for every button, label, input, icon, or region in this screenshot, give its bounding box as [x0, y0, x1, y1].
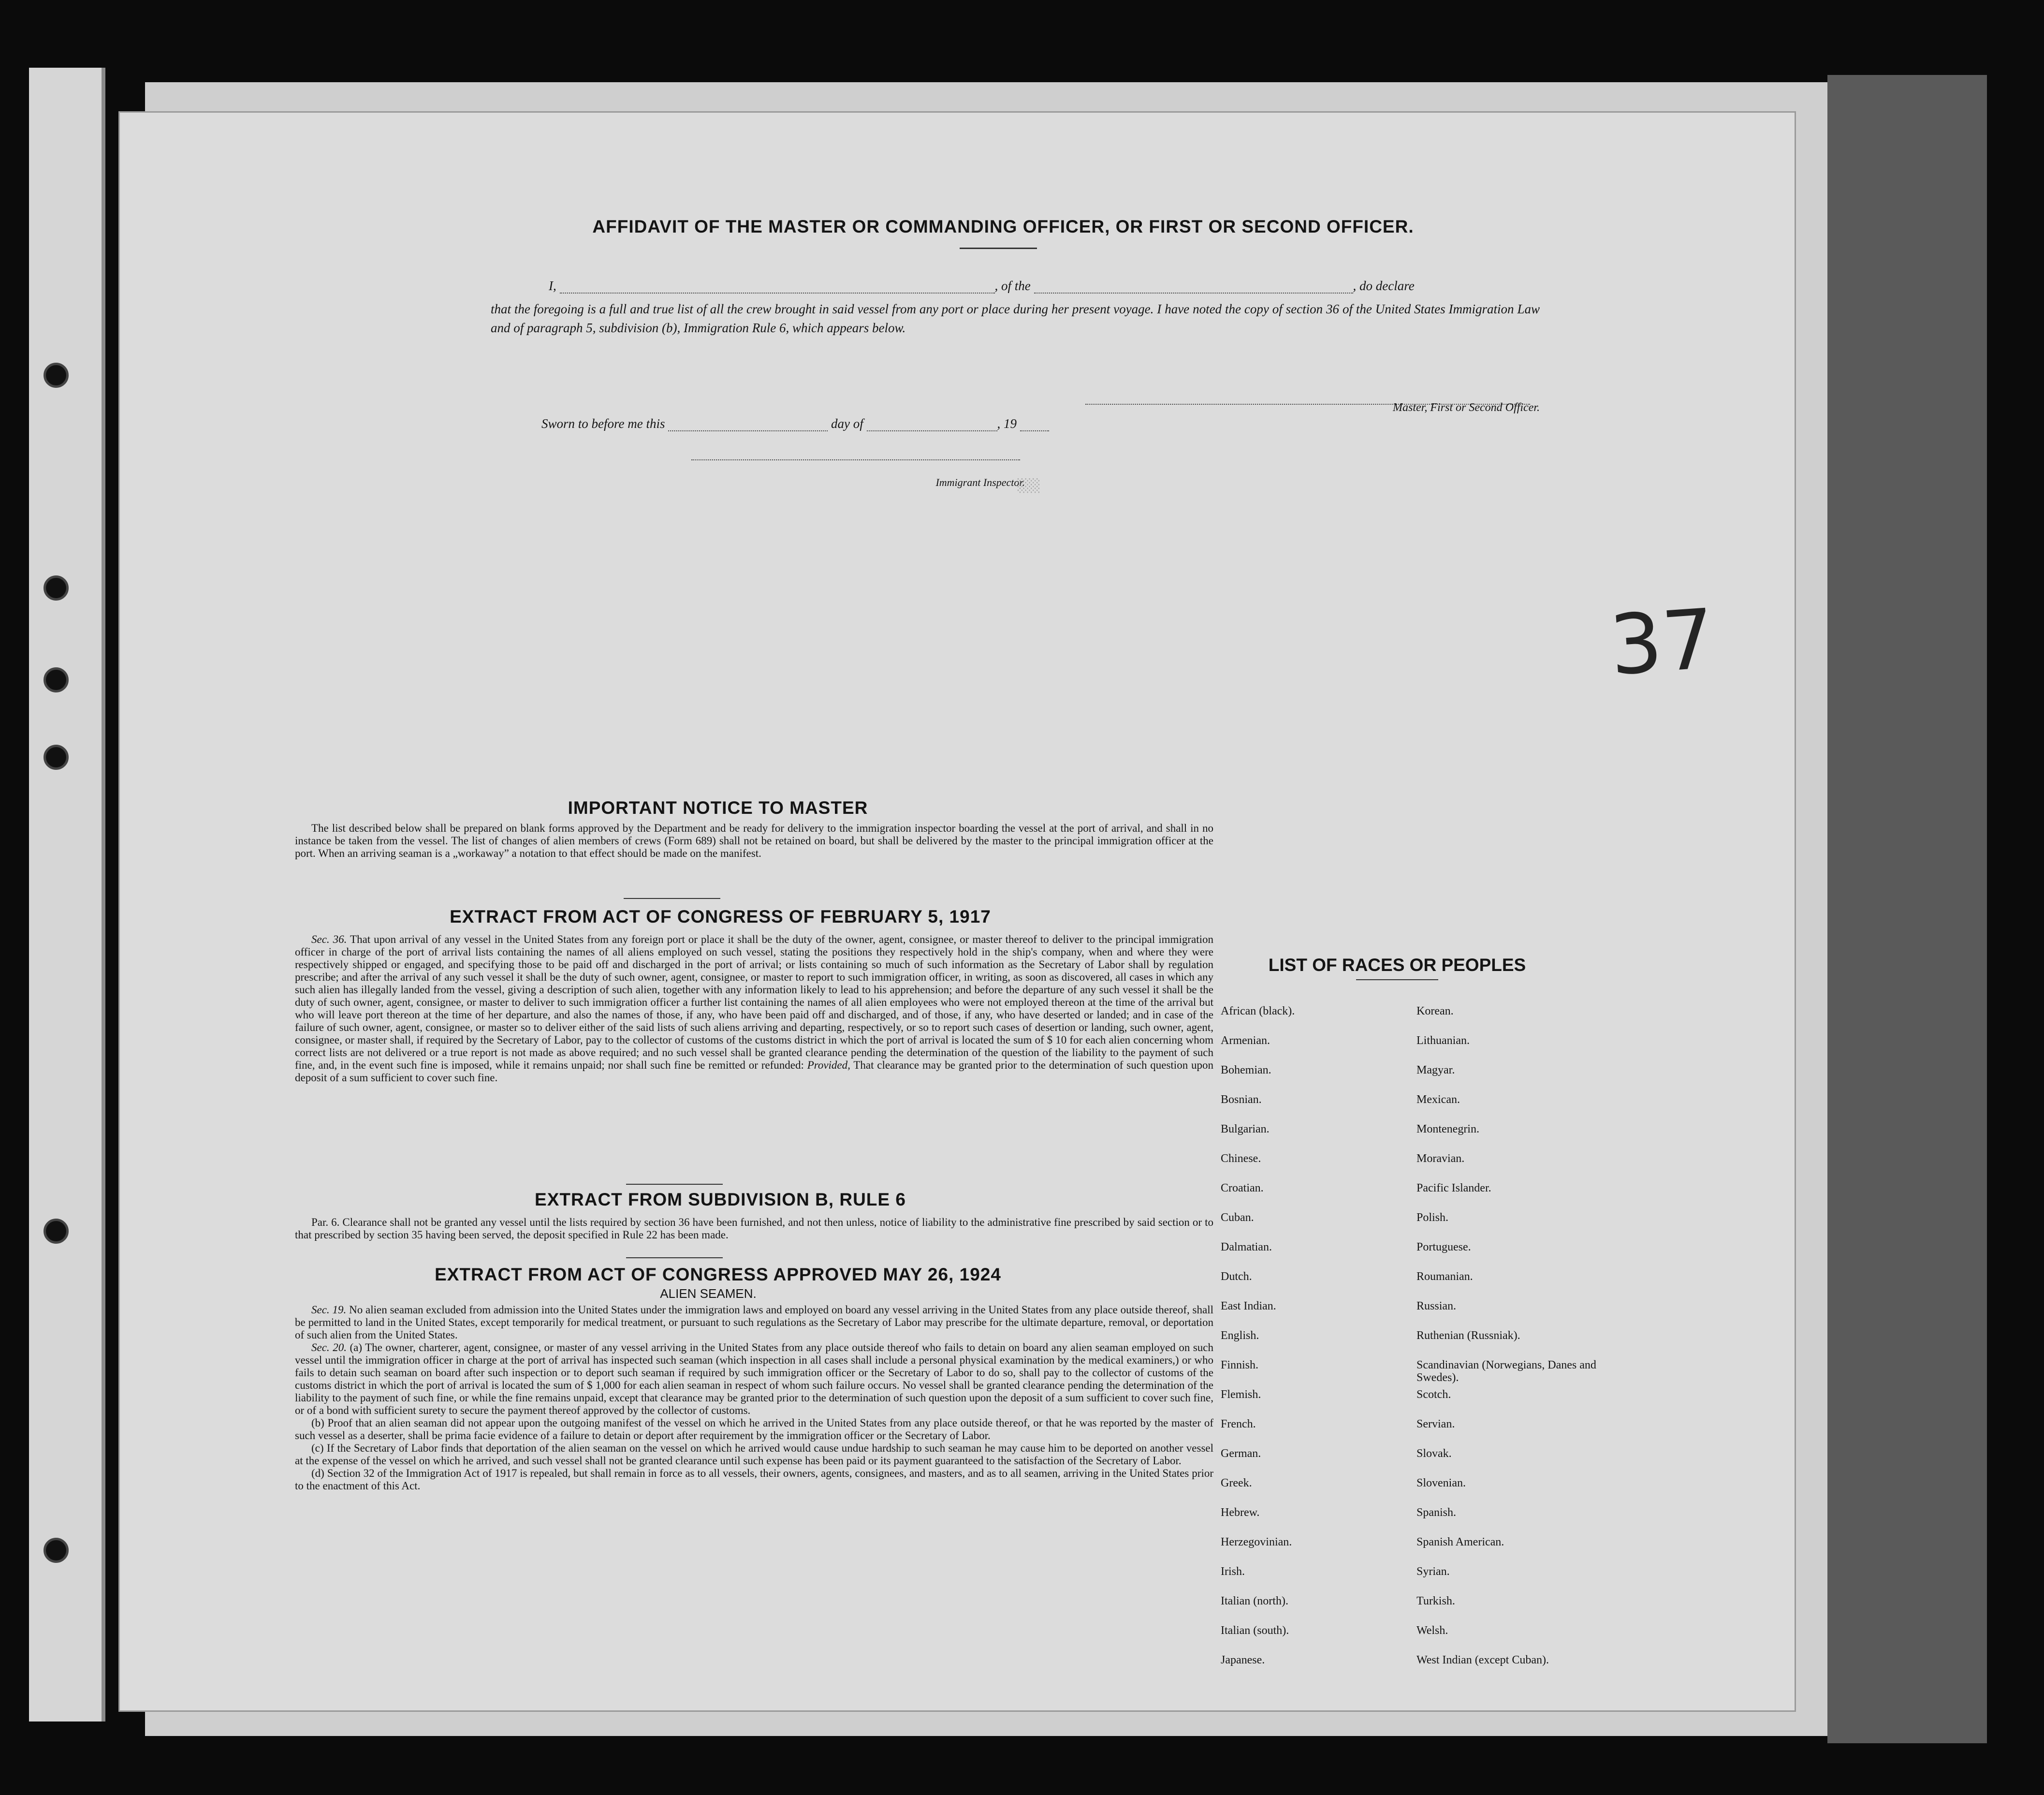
binder-hole	[44, 1538, 69, 1563]
divider	[960, 248, 1037, 249]
handwritten-sheet-number: 37	[1606, 591, 1718, 694]
affidavit-declaration-line	[549, 278, 1540, 294]
race-item: Bulgarian.	[1221, 1123, 1270, 1135]
race-item: Polish.	[1416, 1211, 1449, 1224]
race-item: West Indian (except Cuban).	[1416, 1654, 1549, 1666]
race-item: Turkish.	[1416, 1595, 1455, 1607]
ledger-spine	[1827, 75, 1987, 1743]
day-blank	[668, 416, 828, 431]
notice-title: IMPORTANT NOTICE TO MASTER	[568, 798, 868, 818]
bleed-through-text: ░░░	[1018, 479, 1040, 493]
race-item: Croatian.	[1221, 1182, 1264, 1194]
race-item: Herzegovinian.	[1221, 1536, 1292, 1548]
race-item: Bohemian.	[1221, 1064, 1271, 1076]
rule-6-text: Par. 6. Clearance shall not be granted any vessel until the lists required by section 36 have been furnished, and not then unless, notice of liability to the administrative fine prescribed by said section or to that prescribed by section 35 having been served, the deposit specified in Rule 22 has been made.	[295, 1216, 1213, 1241]
year-blank	[1020, 416, 1049, 431]
binder-hole	[44, 667, 69, 692]
binder-hole	[44, 363, 69, 388]
divider	[1356, 979, 1438, 980]
race-item: Scotch.	[1416, 1388, 1451, 1401]
divider	[626, 1257, 723, 1258]
race-item: Mexican.	[1416, 1093, 1460, 1106]
race-item: Chinese.	[1221, 1152, 1261, 1165]
race-item: Greek.	[1221, 1477, 1252, 1489]
race-item: Magyar.	[1416, 1064, 1455, 1076]
race-item: Hebrew.	[1221, 1506, 1260, 1519]
divider	[624, 898, 720, 899]
manifest-page	[118, 111, 1796, 1712]
act-1917-paragraph	[295, 933, 1213, 1084]
sec-19-text: No alien seaman excluded from admission into the United States under the immigration laws and employed on board any vessel arriving in the United States from any place outside thereof, shall be permitted to land in the United States, except temporarily for medical treatment, or pursuant to such regulations as the Secretary of Labor may prescribe for the ultimate departure, removal, or deportation of such alien from the United States.	[295, 1304, 1214, 1341]
race-item: African (black).	[1221, 1005, 1295, 1017]
race-item: Korean.	[1416, 1005, 1454, 1017]
race-item: Armenian.	[1221, 1034, 1270, 1047]
race-item: English.	[1221, 1329, 1259, 1342]
race-item: Russian.	[1416, 1300, 1457, 1312]
race-item: Spanish.	[1416, 1506, 1457, 1519]
race-item: Syrian.	[1416, 1565, 1450, 1578]
race-item: Bosnian.	[1221, 1093, 1262, 1106]
race-item: Ruthenian (Russniak).	[1416, 1329, 1520, 1342]
race-item: Italian (south).	[1221, 1624, 1289, 1637]
act-1924-subtitle: ALIEN SEAMEN.	[660, 1286, 757, 1301]
affidavit-of-the: , of the	[994, 279, 1031, 293]
race-item: Montenegrin.	[1416, 1123, 1479, 1135]
affidavit-body: that the foregoing is a full and true list of all the crew brought in said vessel from any port or place during her present voyage. I have noted the copy of section 36 of the United States Immigration Law and of paragraph 5, subdivision (b), Immigration Rule 6, which appears below.	[491, 302, 1540, 335]
race-item: Japanese.	[1221, 1654, 1265, 1666]
binder-hole	[44, 575, 69, 601]
act-1917-title: EXTRACT FROM ACT OF CONGRESS OF FEBRUARY 5, 1917	[450, 907, 991, 927]
name-blank	[560, 278, 995, 294]
binder-hole	[44, 745, 69, 770]
race-item: Servian.	[1416, 1418, 1455, 1430]
signature-label: Master, First or Second Officer.	[1393, 401, 1540, 414]
race-item: Italian (north).	[1221, 1595, 1288, 1607]
sec-20a-text: (a) The owner, charterer, agent, consignee, or master of any vessel arriving in the United States from any place outside thereof who fails to detain on board any alien seaman employed on such vessel until the immigration officer in charge at the port of arrival has inspected such seaman (which inspection in all cases shall include a personal physical examination by the medical examiners,) or who fails to detain such seaman on board after such inspection or to deport such seaman if required by such immigration officer or the Secretary of Labor to do so, shall pay to the collector of customs of the customs district in which the port of arrival is located the sum of $ 1,000 for each alien seaman in respect of whom such failure occurs. No vessel shall be granted clearance pending the determination of the liability to the payment of such fine, or while the fine remains unpaid, except that clearance may be granted prior to the determination of such question upon the deposit of a sum sufficient to cover such fine, or of a bond with sufficient surety to secure the payment thereof approved by the collector of customs.	[295, 1341, 1214, 1416]
race-item: Slovak.	[1416, 1447, 1452, 1460]
race-item: Irish.	[1221, 1565, 1245, 1578]
race-item: Roumanian.	[1416, 1270, 1473, 1283]
race-item: Pacific Islander.	[1416, 1182, 1491, 1194]
race-item: Cuban.	[1221, 1211, 1254, 1224]
race-item: Portuguese.	[1416, 1241, 1471, 1253]
provided-text: That clearance may be granted prior to the determination of such question upon deposit of a sum sufficient to cover such fine.	[295, 1059, 1214, 1084]
provided-label: Provided,	[807, 1059, 850, 1071]
races-title: LIST OF RACES OR PEOPLES	[1268, 955, 1526, 975]
notice-paragraph	[295, 822, 1213, 860]
race-item: Slovenian.	[1416, 1477, 1466, 1489]
vessel-blank	[1034, 278, 1353, 294]
act-1924-paragraphs	[295, 1304, 1213, 1492]
act-1924-title: EXTRACT FROM ACT OF CONGRESS APPROVED MAY 26, 1924	[435, 1265, 1001, 1284]
race-item: Lithuanian.	[1416, 1034, 1470, 1047]
sworn-text: Sworn to before me this	[541, 416, 665, 431]
divider	[626, 1184, 723, 1185]
race-item: Flemish.	[1221, 1388, 1261, 1401]
race-item: East Indian.	[1221, 1300, 1276, 1312]
binder-hole	[44, 1219, 69, 1244]
rule-6-title: EXTRACT FROM SUBDIVISION B, RULE 6	[535, 1190, 906, 1209]
sec-36-text: That upon arrival of any vessel in the United States from any foreign port or place it shall be the duty of the owner, agent, consignee, or master thereof to deliver to the principal immigration officer in charge of the port of arrival lists containing the names of all aliens employed on such vessel, stating the positions they respectively hold in the ship's company, when and where they were respectively shipped or engaged, and specifying those to be paid off and discharged in the port of arrival; or lists containing so much of such information as the Secretary of Labor shall by regulation prescribe; and after the arrival of any such vessel it shall be the duty of such owner, agent, consignee, or master to report to such immigration officer, in writing, as soon as discovered, all cases in which any such alien has illegally landed from the vessel, giving a description of such alien, together with any information likely to lead to his apprehension; and before the departure of any such vessel it shall be the duty of such owner, agent, consignee, or master to deliver to such immigration officer a further list containing the names of all alien employees who were not employed thereon at the time of the arrival but who will leave port thereon at the time of her departure, and also the names of those, if any, who have been paid off and discharged, and of those, if any, who have deserted or landed; and in case of the failure of such owner, agent, consignee, or master so to deliver either of the said lists of such aliens arriving and departing, respectively, or so to report such cases of desertion or landing, such owner, agent, consignee, or master shall, if required by the Secretary of Labor, pay to the collector of customs of the customs district in which the port of arrival is located the sum of $ 10 for each alien concerning whom correct lists are not delivered or a true report is not made as above required; and no such vessel shall be granted clearance pending the determination of the question of the liability to the payment of such fine, and, in the event such fine is imposed, while it remains unpaid; nor shall such fine be remitted or refunded:	[295, 933, 1213, 1071]
sec-20-label: Sec. 20.	[311, 1341, 347, 1354]
sworn-year: , 19	[997, 416, 1017, 431]
sworn-line	[541, 416, 1267, 431]
affidavit-title: AFFIDAVIT OF THE MASTER OR COMMANDING OFFICER, OR FIRST OR SECOND OFFICER.	[592, 217, 1414, 236]
race-item: Welsh.	[1416, 1624, 1448, 1637]
sworn-day: day of	[831, 416, 863, 431]
inspector-blank	[691, 445, 1020, 460]
race-item: Spanish American.	[1416, 1536, 1504, 1548]
affidavit-declare: , do declare	[1353, 279, 1415, 293]
race-item: Dalmatian.	[1221, 1241, 1272, 1253]
race-item: Dutch.	[1221, 1270, 1252, 1283]
month-blank	[867, 416, 997, 431]
race-item: Scandinavian (Norwegians, Danes and Swedes).	[1416, 1359, 1596, 1384]
binder-strip	[29, 68, 105, 1721]
rule-6-paragraph	[295, 1216, 1213, 1241]
affidavit-i: I,	[549, 279, 556, 293]
sec-20b-text: (b) Proof that an alien seaman did not appear upon the outgoing manifest of the vessel on which he arrived in the United States from any place outside thereof, or that he was reported by the master of such vessel as a deserter, shall be prima facie evidence of a failure to detain or deport after requirement by the immigration officer or the Secretary of Labor.	[295, 1417, 1213, 1442]
sec-20d-text: (d) Section 32 of the Immigration Act of 1917 is repealed, but shall remain in force as to all vessels, their owners, agents, consignees, and masters, and as to all seamen, arriving in the United States prior to the enactment of this Act.	[295, 1467, 1213, 1492]
sec-19-label: Sec. 19.	[311, 1304, 347, 1316]
notice-text: The list described below shall be prepared on blank forms approved by the Department and be ready for delivery to the immigration inspector boarding the vessel at the port of arrival, and shall in no instance be taken from the vessel. The list of changes of alien members of crews (Form 689) shall not be retained on board, but shall be delivered by the master to the principal immigration officer at the port. When an arriving seaman is a „workaway” a notation to that effect should be made on the manifest.	[295, 822, 1213, 859]
sec-36-label: Sec. 36.	[311, 933, 347, 945]
race-item: German.	[1221, 1447, 1261, 1460]
race-item: Moravian.	[1416, 1152, 1465, 1165]
race-item: Finnish.	[1221, 1359, 1259, 1371]
inspector-label: Immigrant Inspector.	[935, 476, 1025, 488]
sec-20c-text: (c) If the Secretary of Labor finds that deportation of the alien seaman on the vessel on which he arrived would cause undue hardship to such seaman he may cause him to be deported on another vessel at the expense of the vessel on which he arrived, and such vessel shall not be granted clearance until such expense has been paid or its payment guaranteed to the satisfaction of the Secretary of Labor.	[295, 1442, 1213, 1467]
race-item: French.	[1221, 1418, 1256, 1430]
